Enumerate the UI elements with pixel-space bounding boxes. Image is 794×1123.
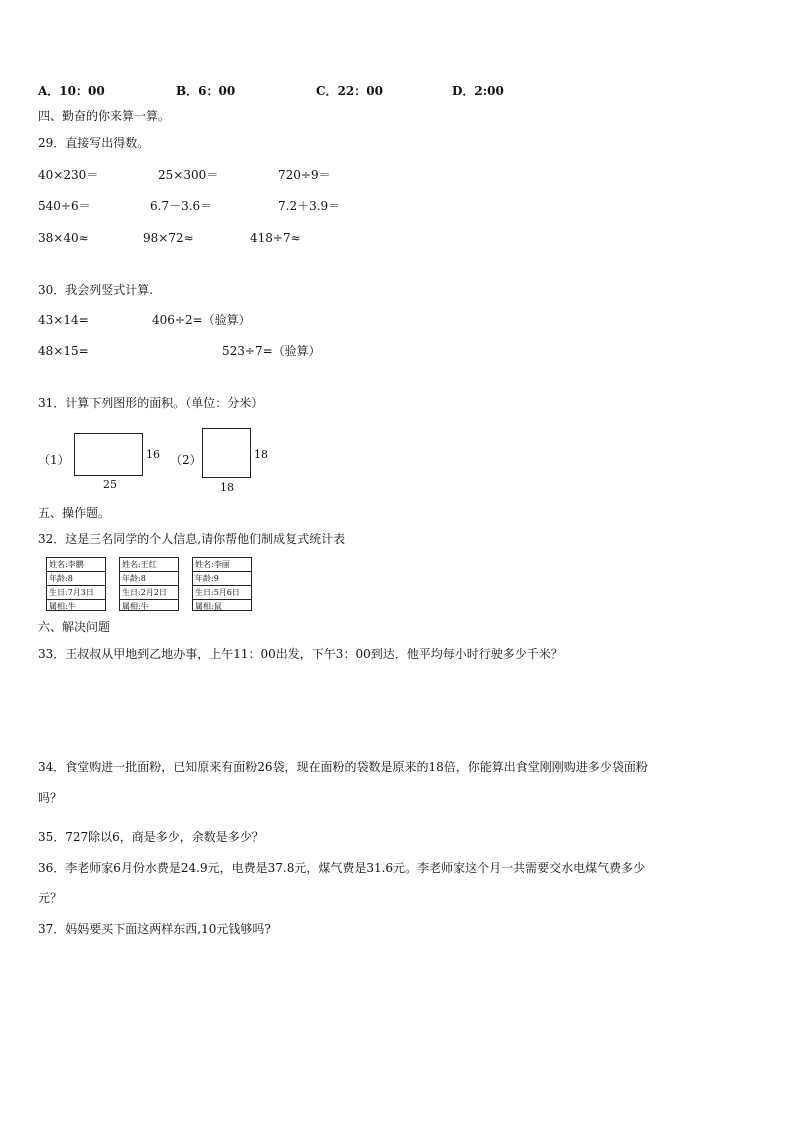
q29-item: 720÷9＝ (278, 168, 331, 182)
q30-title: 30．我会列竖式计算. (38, 283, 154, 297)
card-zodiac: 属相:鼠 (195, 602, 222, 611)
card-age: 年龄:8 (120, 572, 178, 586)
q30-item: 523÷7=（验算） (222, 344, 321, 358)
section-4-heading: 四、勤奋的你来算一算。 (38, 109, 171, 123)
card-name: 姓名:李鹏 (47, 558, 105, 572)
figure-2-label: （2） (170, 453, 202, 467)
q30-item: 406÷2=（验算） (152, 313, 251, 327)
q31-title: 31．计算下列图形的面积。（单位：分米） (38, 396, 264, 410)
q29-item: 7.2＋3.9＝ (278, 199, 341, 213)
card-name: 姓名:王红 (120, 558, 178, 572)
student-card (119, 557, 179, 611)
q29-item: 25×300＝ (158, 168, 219, 182)
q29-item: 540÷6＝ (38, 199, 91, 213)
q37-text: 37．妈妈要买下面这两样东西,10元钱够吗? (38, 922, 271, 936)
q33-text: 33．王叔叔从甲地到乙地办事，上午11：00出发，下午3：00到达．他平均每小时行驶多少千米？ (38, 647, 563, 661)
section-6-heading: 六、解决问题 (38, 620, 111, 634)
figure-1-label: （1） (38, 453, 70, 467)
q29-item: 6.7－3.6＝ (150, 199, 213, 213)
q30-item: 43×14= (38, 313, 89, 327)
rectangle-height: 16 (146, 448, 160, 461)
q34-text-cont: 吗？ (38, 791, 63, 805)
square-width: 18 (220, 481, 234, 494)
card-age: 年龄:8 (47, 572, 105, 586)
option-d: D．2:00 (452, 84, 504, 98)
card-zodiac: 属相:牛 (122, 602, 149, 611)
student-card (46, 557, 106, 611)
card-zodiac: 属相:牛 (49, 602, 76, 611)
card-birthday: 生日:2月2日 (120, 586, 178, 600)
square-height: 18 (254, 448, 268, 461)
rectangle-width: 25 (103, 478, 117, 491)
card-birthday: 生日:7月3日 (47, 586, 105, 600)
q29-item: 38×40≈ (38, 231, 89, 245)
section-5-heading: 五、操作题。 (38, 506, 111, 520)
q29-item: 98×72≈ (143, 231, 194, 245)
rectangle-figure (74, 433, 143, 476)
q32-title: 32．这是三名同学的个人信息,请你帮他们制成复式统计表 (38, 532, 346, 546)
card-age: 年龄:9 (193, 572, 251, 586)
q35-text: 35．727除以6，商是多少，余数是多少？ (38, 830, 264, 844)
card-birthday: 生日:5月6日 (193, 586, 251, 600)
square-figure (202, 428, 251, 478)
q29-title: 29．直接写出得数。 (38, 136, 150, 150)
q36-text-cont: 元？ (38, 891, 63, 905)
q34-text: 34．食堂购进一批面粉，已知原来有面粉26袋，现在面粉的袋数是原来的18倍，你能算出食堂刚刚购进多少袋面粉 (38, 760, 648, 774)
q29-item: 40×230＝ (38, 168, 99, 182)
student-card (192, 557, 252, 611)
q29-item: 418÷7≈ (250, 231, 301, 245)
option-c: C．22：00 (316, 84, 383, 98)
q36-text: 36．李老师家6月份水费是24.9元，电费是37.8元，煤气费是31.6元。李老师家这个月一共需要交水电煤气费多少 (38, 861, 646, 875)
option-a: A．10：00 (38, 84, 105, 98)
card-name: 姓名:李丽 (193, 558, 251, 572)
q30-item: 48×15= (38, 344, 89, 358)
option-b: B．6：00 (176, 84, 236, 98)
